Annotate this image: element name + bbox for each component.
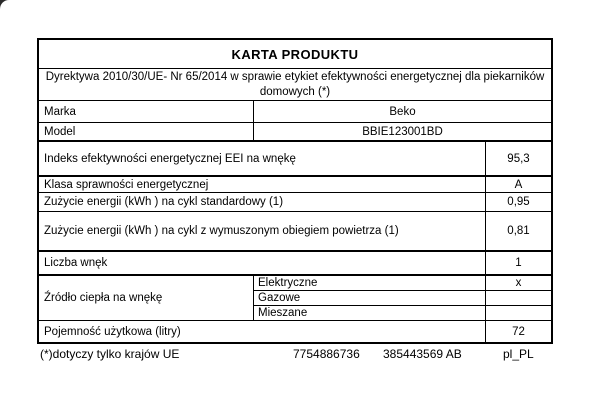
heat-option-row — [254, 305, 551, 320]
spec-label-consumption-standard: Zużycie energii (kWh ) na cykl standardowy (1) — [44, 196, 284, 208]
product-fiche-table — [37, 38, 553, 344]
table-row — [39, 320, 551, 342]
table-row — [39, 122, 551, 140]
footnote-code-1: 7754886736 — [293, 347, 360, 361]
heat-source-options — [254, 276, 551, 320]
table-row — [39, 175, 551, 192]
spec-value-eei: 95,3 — [485, 142, 551, 175]
heat-option-mixed: Mieszane — [258, 307, 308, 319]
table-row — [39, 40, 551, 68]
heat-option-mixed-value — [485, 306, 551, 320]
table-row — [39, 211, 551, 250]
table-row — [39, 192, 551, 211]
spec-label-eei: Indeks efektywności energetycznej EEI na wnękę — [44, 152, 296, 165]
directive-text: Dyrektywa 2010/30/UE- Nr 65/2014 w sprawie etykiet efektywności energetycznej dla piekarników domowych (*) — [45, 70, 545, 98]
page-title: KARTA PRODUKTU — [231, 46, 359, 62]
model-value: BBIE123001BD — [362, 125, 443, 138]
footnote-locale: pl_PL — [503, 347, 534, 361]
spec-label-consumption-fan: Zużycie energii (kWh ) na cykl z wymuszonym obiegiem powietrza (1) — [44, 225, 399, 237]
capacity-value: 72 — [485, 321, 551, 342]
spec-label-energy-class: Klasa sprawności energetycznej — [44, 178, 209, 191]
footnote-code-2: 385443569 AB — [383, 347, 462, 361]
heat-option-row — [254, 290, 551, 305]
heat-source-label: Źródło ciepła na wnękę — [39, 276, 254, 320]
table-row — [39, 68, 551, 100]
table-row-heat-source — [39, 274, 551, 320]
footnote-eu-only: (*)dotyczy tylko krajów UE — [40, 347, 180, 361]
heat-option-row — [254, 276, 551, 290]
heat-option-gas-value — [485, 291, 551, 305]
brand-value: Beko — [389, 105, 416, 118]
table-row — [39, 100, 551, 122]
table-row — [39, 250, 551, 274]
table-row — [39, 140, 551, 175]
model-label: Model — [39, 123, 254, 140]
spec-value-cavities: 1 — [485, 252, 551, 274]
spec-value-consumption-fan: 0,81 — [485, 212, 551, 250]
spec-value-consumption-standard: 0,95 — [485, 193, 551, 211]
heat-option-electric-value: x — [485, 276, 551, 290]
window-corner-artifact — [0, 0, 9, 9]
brand-label: Marka — [39, 101, 254, 122]
heat-option-electric: Elektryczne — [258, 277, 318, 289]
heat-option-gas: Gazowe — [258, 292, 301, 304]
spec-label-cavities: Liczba wnęk — [44, 257, 108, 269]
capacity-label: Pojemność użytkowa (litry) — [44, 325, 181, 338]
spec-value-energy-class: A — [485, 177, 551, 192]
